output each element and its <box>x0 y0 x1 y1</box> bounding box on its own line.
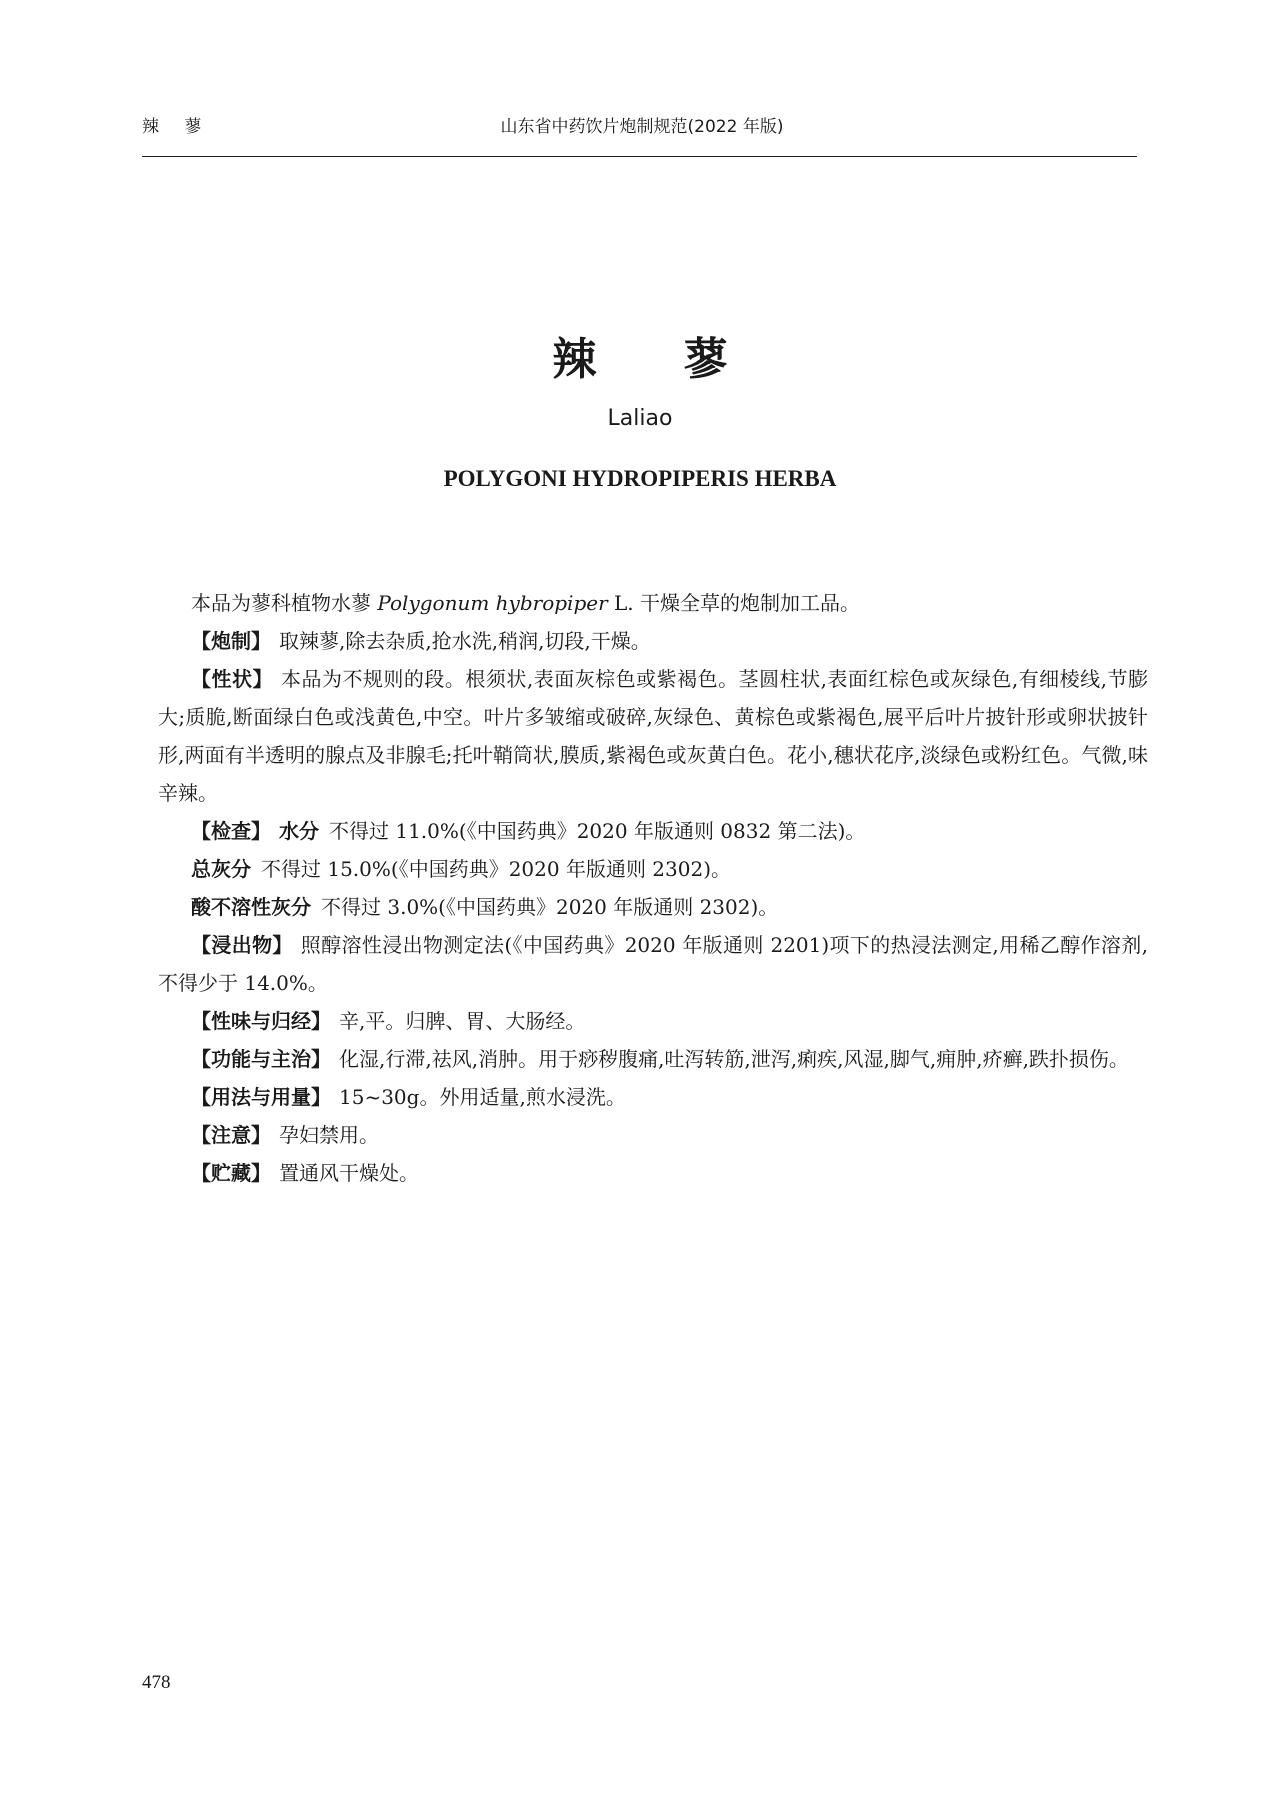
section-label: 【性味与归经】 <box>191 1009 331 1033</box>
section-text: 15~30g。外用适量,煎水浸洗。 <box>339 1085 626 1109</box>
section-label: 【贮藏】 <box>191 1161 271 1185</box>
page-header <box>142 112 1137 157</box>
section-usage <box>158 1078 1148 1116</box>
inspection-acid-ash <box>158 888 1148 926</box>
monograph-body <box>158 584 1148 1192</box>
page-title: 辣 蓼 <box>552 334 764 385</box>
section-storage <box>158 1154 1148 1192</box>
intro-paragraph <box>158 584 1148 622</box>
section-text: 本品为不规则的段。根须状,表面灰棕色或紫褐色。茎圆柱状,表面红棕色或灰绿色,有细棱线,节膨大;质脆,断面绿白色或浅黄色,中空。叶片多皱缩或破碎,灰绿色、黄棕色或紫褐色,展平后叶片披针形或卵状披针形,两面有半透明的腺点及非腺毛;托叶鞘筒状,膜质,紫褐色或灰黄白色。花小,穗状花序,淡绿色或粉红色。气微,味辛辣。 <box>158 667 1148 805</box>
section-function <box>158 1040 1148 1078</box>
moisture-label: 水分 <box>279 819 319 843</box>
intro-after: L. 干燥全草的炮制加工品。 <box>607 591 861 615</box>
section-label: 【浸出物】 <box>191 933 293 957</box>
total-ash-label: 总灰分 <box>191 857 251 881</box>
species-name: Polygonum hybropiper <box>377 591 608 615</box>
section-text: 置通风干燥处。 <box>279 1161 419 1185</box>
inspection-total-ash <box>158 850 1148 888</box>
acid-ash-label: 酸不溶性灰分 <box>191 895 311 919</box>
header-running-title: 辣 蓼 <box>142 117 212 137</box>
acid-ash-text: 不得过 3.0%(《中国药典》2020 年版通则 2302)。 <box>321 895 779 919</box>
intro-before: 本品为蓼科植物水蓼 <box>191 591 378 615</box>
section-label: 【功能与主治】 <box>191 1047 331 1071</box>
section-label: 【用法与用量】 <box>191 1085 331 1109</box>
section-nature <box>158 1002 1148 1040</box>
moisture-text: 不得过 11.0%(《中国药典》2020 年版通则 0832 第二法)。 <box>329 819 866 843</box>
section-text: 孕妇禁用。 <box>279 1123 379 1147</box>
section-label: 【注意】 <box>191 1123 271 1147</box>
section-label: 【炮制】 <box>191 629 271 653</box>
header-book-title: 山东省中药饮片炮制规范(2022 年版) <box>500 117 784 137</box>
section-text: 辛,平。归脾、胃、大肠经。 <box>339 1009 586 1033</box>
total-ash-text: 不得过 15.0%(《中国药典》2020 年版通则 2302)。 <box>261 857 732 881</box>
section-description <box>158 660 1148 812</box>
section-label: 【检查】 <box>191 819 271 843</box>
section-label: 【性状】 <box>191 667 273 691</box>
latin-name: POLYGONI HYDROPIPERIS HERBA <box>443 466 837 491</box>
pinyin-name: Laliao <box>607 406 673 431</box>
section-text: 取辣蓼,除去杂质,抢水洗,稍润,切段,干燥。 <box>279 629 651 653</box>
section-caution <box>158 1116 1148 1154</box>
page-number: 478 <box>142 1672 171 1693</box>
section-text: 化湿,行滞,祛风,消肿。用于痧秽腹痛,吐泻转筋,泄泻,痢疾,风湿,脚气,痈肿,疥癣,跌扑损伤。 <box>339 1047 1129 1071</box>
section-text: 照醇溶性浸出物测定法(《中国药典》2020 年版通则 2201)项下的热浸法测定,用稀乙醇作溶剂,不得少于 14.0%。 <box>158 933 1148 995</box>
section-inspection <box>158 812 1148 850</box>
section-processing <box>158 622 1148 660</box>
section-extract <box>158 926 1148 1002</box>
